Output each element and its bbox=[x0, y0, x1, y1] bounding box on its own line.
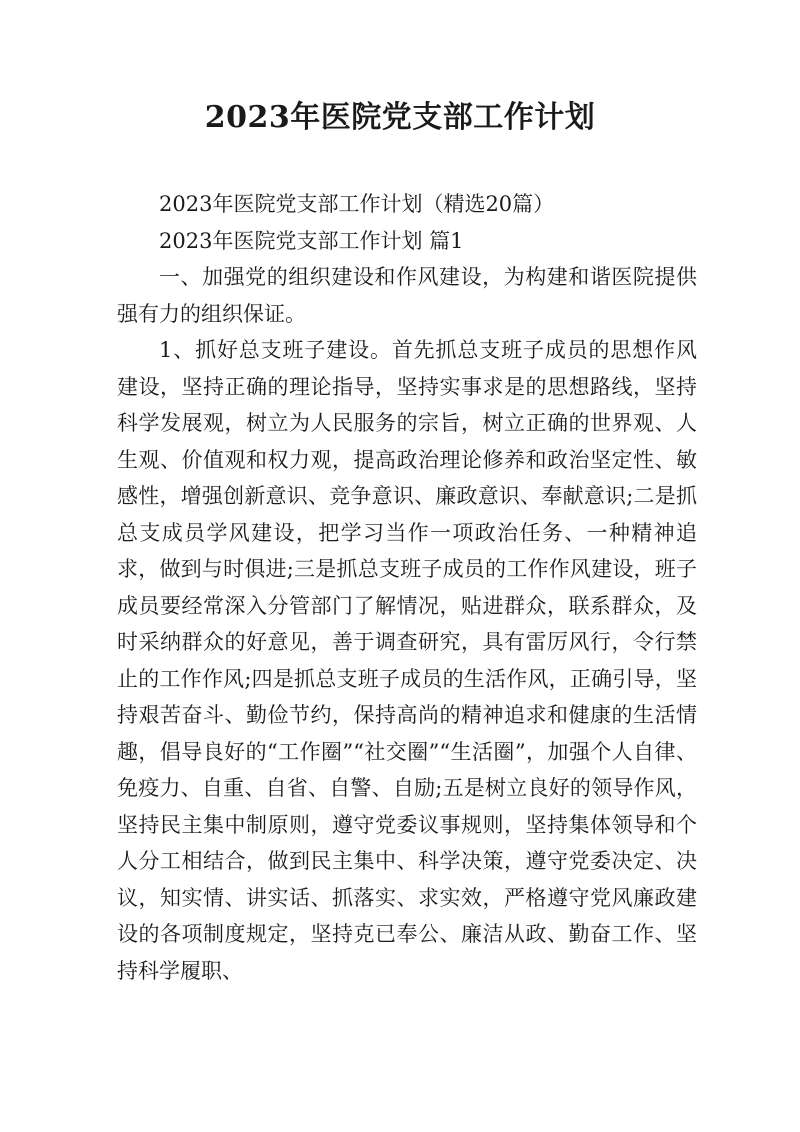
document-body bbox=[117, 186, 697, 989]
body-paragraph-item-one: 1、抓好总支班子建设。首先抓总支班子成员的思想作风建设，坚持正确的理论指导，坚持实事求是的思想路线，坚持科学发展观，树立为人民服务的宗旨，树立正确的世界观、人生观、价值观和权力观，提高政治理论修养和政治坚定性、敏感性，增强创新意识、竞争意识、廉政意识、奉献意识;二是抓总支成员学风建设，把学习当作一项政治任务、一种精神追求，做到与时俱进;三是抓总支班子成员的工作作风建设，班子成员要经常深入分管部门了解情况，贴进群众，联系群众，及时采纳群众的好意见，善于调查研究，具有雷厉风行，令行禁止的工作作风;四是抓总支班子成员的生活作风，正确引导，坚持艰苦奋斗、勤俭节约，保持高尚的精神追求和健康的生活情趣，倡导良好的“工作圈”“社交圈”“生活圈”，加强个人自律、免疫力、自重、自省、自警、自励;五是树立良好的领导作风，坚持民主集中制原则，遵守党委议事规则，坚持集体领导和个人分工相结合，做到民主集中、科学决策，遵守党委决定、决议，知实情、讲实话、抓落实、求实效，严格遵守党风廉政建设的各项制度规定，坚持克已奉公、廉洁从政、勤奋工作、坚持科学履职、 bbox=[117, 338, 697, 983]
body-paragraph-point-one: 一、加强党的组织建设和作风建设，为构建和谐医院提供强有力的组织保证。 bbox=[117, 265, 697, 326]
body-paragraph-section-heading: 2023年医院党支部工作计划 篇1 bbox=[159, 228, 464, 253]
body-paragraph-subtitle: 2023年医院党支部工作计划（精选20篇） bbox=[159, 192, 555, 216]
document-title: 2023年医院党支部工作计划 bbox=[204, 100, 596, 135]
